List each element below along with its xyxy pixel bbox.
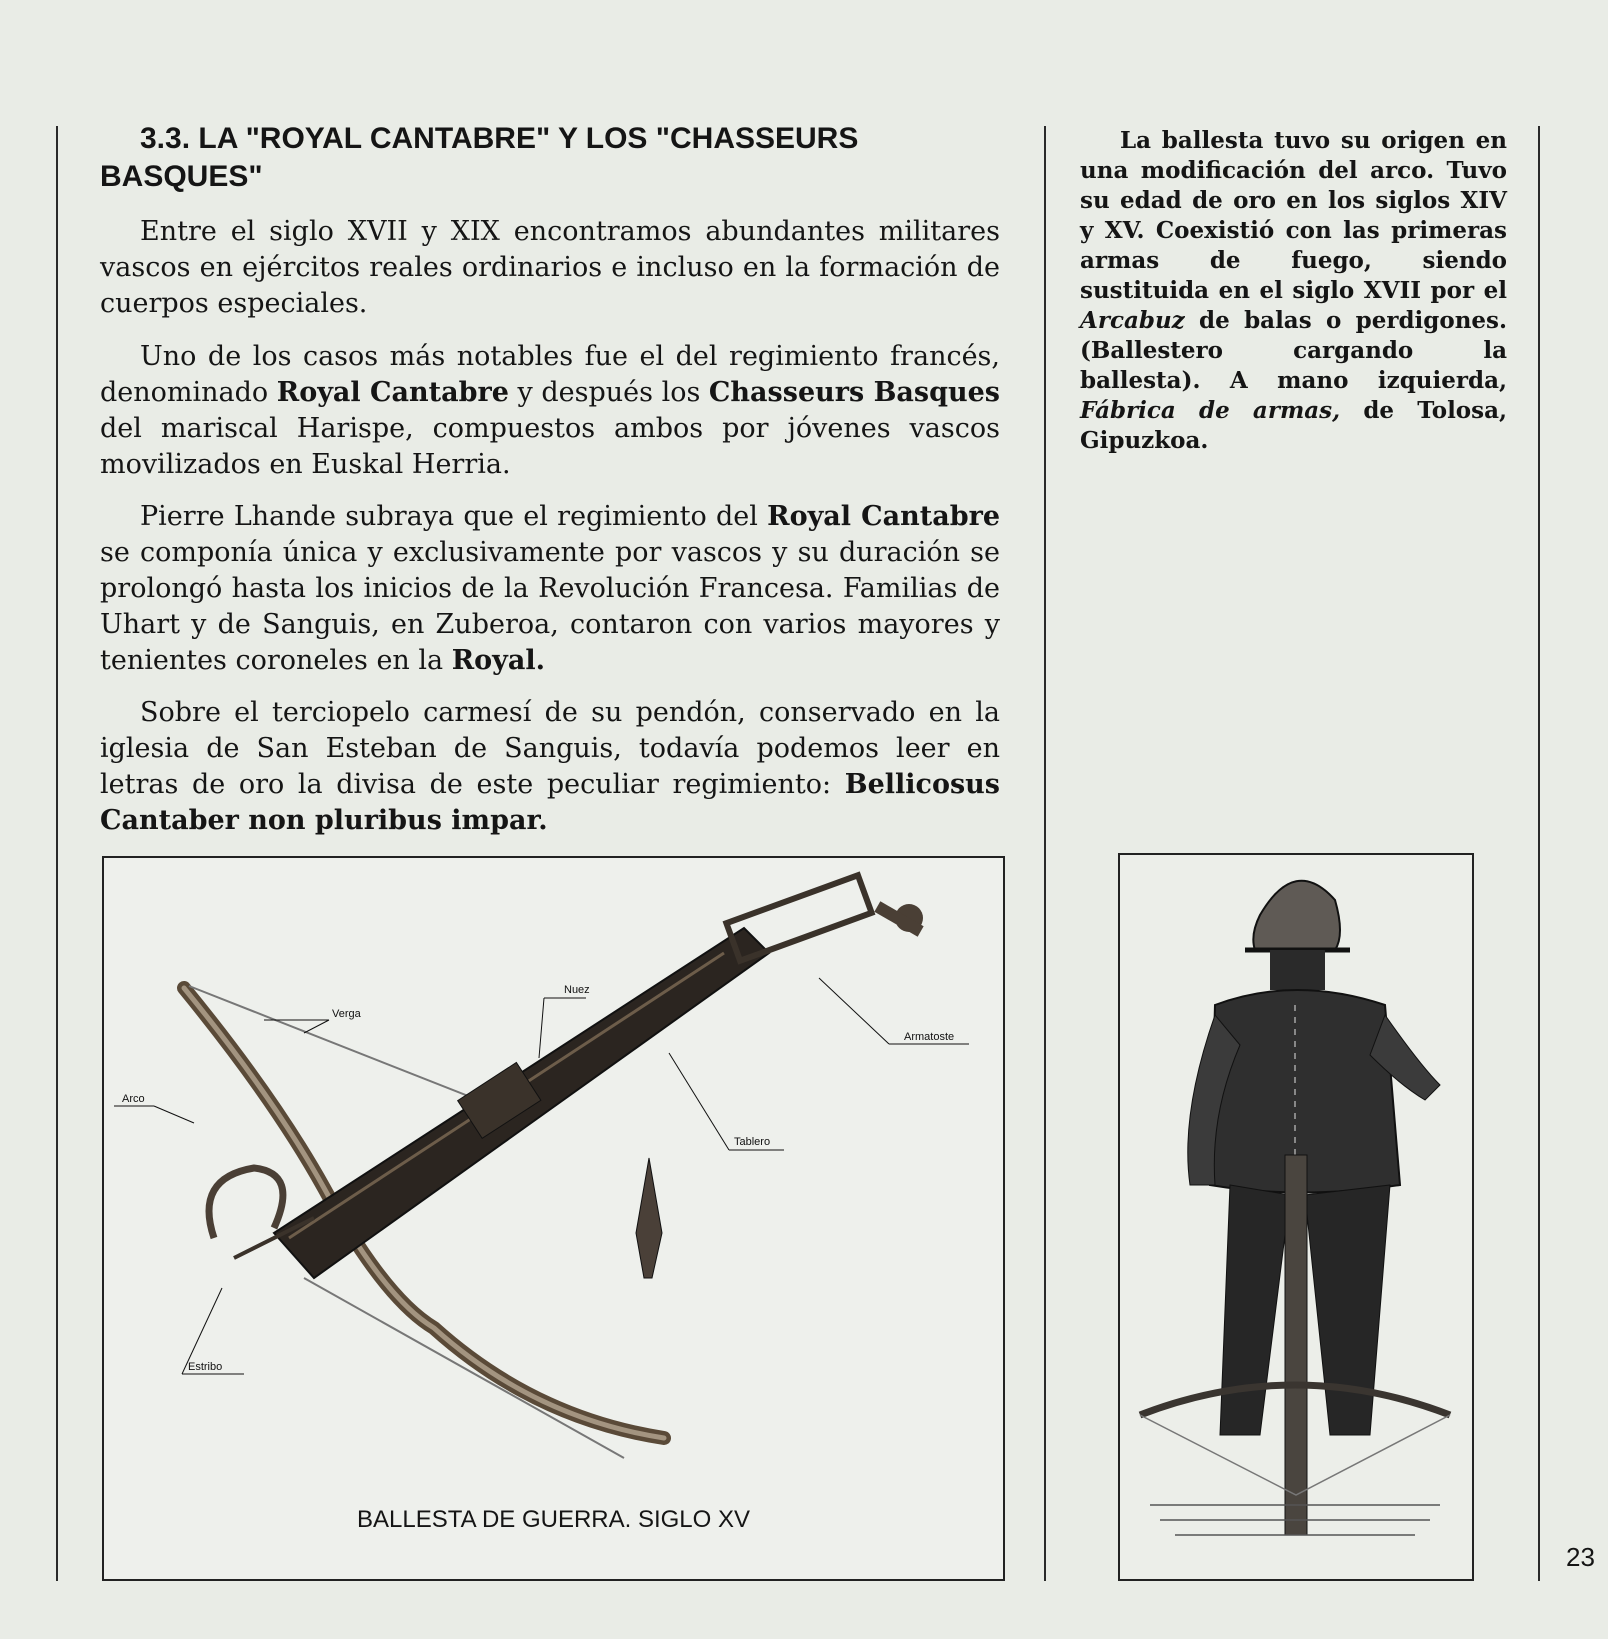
- side-caption-italic-fabrica: Fábrica de armas,: [1080, 397, 1341, 424]
- label-nuez: Nuez: [564, 984, 590, 996]
- crossbowman-figure: [1118, 853, 1474, 1581]
- crossbowman-engraving: [1120, 855, 1472, 1579]
- section-heading: 3.3. LA "ROYAL CANTABRE" Y LOS "CHASSEURS BASQUES": [100, 122, 859, 193]
- paragraph-2: [100, 339, 1000, 483]
- label-tablero: Tablero: [734, 1136, 771, 1148]
- paragraph-2-text-a: Uno de los casos más notables fue el del regimiento francés, denominado: [100, 341, 1000, 408]
- paragraph-2-bold-chasseurs-basques: Chasseurs Basques: [708, 377, 1000, 408]
- paragraph-1: [100, 214, 1000, 322]
- paragraph-3-bold-royal: Royal.: [451, 645, 546, 676]
- side-caption-text-b: de balas o perdigones. (Ballestero cargando la ballesta). A mano izquierda,: [1080, 307, 1507, 394]
- label-arco: Arco: [122, 1093, 145, 1105]
- paragraph-4-text-a: Sobre el terciopelo carmesí de su pendón, conservado en la iglesia de San Esteban de Sanguis, todavía podemos leer en letras de oro la divisa de este peculiar regimiento:: [100, 697, 1000, 800]
- figure-caption: BALLESTA DE GUERRA. SIGLO XV: [356, 1506, 751, 1533]
- page-number: 23: [1566, 1542, 1595, 1572]
- left-margin-rule: [56, 126, 58, 1581]
- crossbow-illustration: [104, 858, 1003, 1579]
- paragraph-2-text-c: del mariscal Harispe, compuestos ambos por jóvenes vascos movilizados en Euskal Herria.: [100, 413, 1000, 480]
- paragraph-3-text-b: se componía única y exclusivamente por vascos y su duración se prolongó hasta los inicios de la Revolución Francesa. Familias de Uhart y de Sanguis, en Zuberoa, contaron con varios mayores y tenientes coroneles en la: [100, 537, 1000, 676]
- label-armatoste: Armatoste: [904, 1031, 955, 1043]
- paragraph-4-bold-motto: Bellicosus Cantaber non pluribus impar.: [100, 769, 1000, 836]
- paragraph-3: [100, 499, 1000, 679]
- paragraph-3-text-a: Pierre Lhande subraya que el regimiento del: [140, 501, 768, 532]
- paragraph-2-text-b: y después los: [508, 377, 709, 408]
- column-divider-rule: [1044, 126, 1046, 1581]
- paragraph-1-text: Entre el siglo XVII y XIX encontramos abundantes militares vascos en ejércitos reales ordinarios e incluso en la formación de cuerpos especiales.: [100, 216, 1000, 319]
- crossbow-figure: [102, 856, 1005, 1581]
- side-caption-text-a: La ballesta tuvo su origen en una modificación del arco. Tuvo su edad de oro en los siglos XIV y XV. Coexistió con las primeras armas de fuego, siendo sustituida en el siglo XVII por el: [1080, 127, 1507, 304]
- paragraph-3-bold-royal-cantabre: Royal Cantabre: [767, 501, 1001, 532]
- side-caption-italic-arcabuz: Arcabuz: [1080, 307, 1185, 334]
- paragraph-4: [100, 695, 1000, 839]
- label-estribo: Estribo: [188, 1361, 223, 1373]
- side-caption: [1080, 126, 1507, 456]
- label-verga: Verga: [332, 1008, 361, 1020]
- right-margin-rule: [1538, 126, 1540, 1581]
- side-caption-text-c: de Tolosa, Gipuzkoa.: [1080, 397, 1507, 454]
- paragraph-2-bold-royal-cantabre: Royal Cantabre: [276, 377, 509, 408]
